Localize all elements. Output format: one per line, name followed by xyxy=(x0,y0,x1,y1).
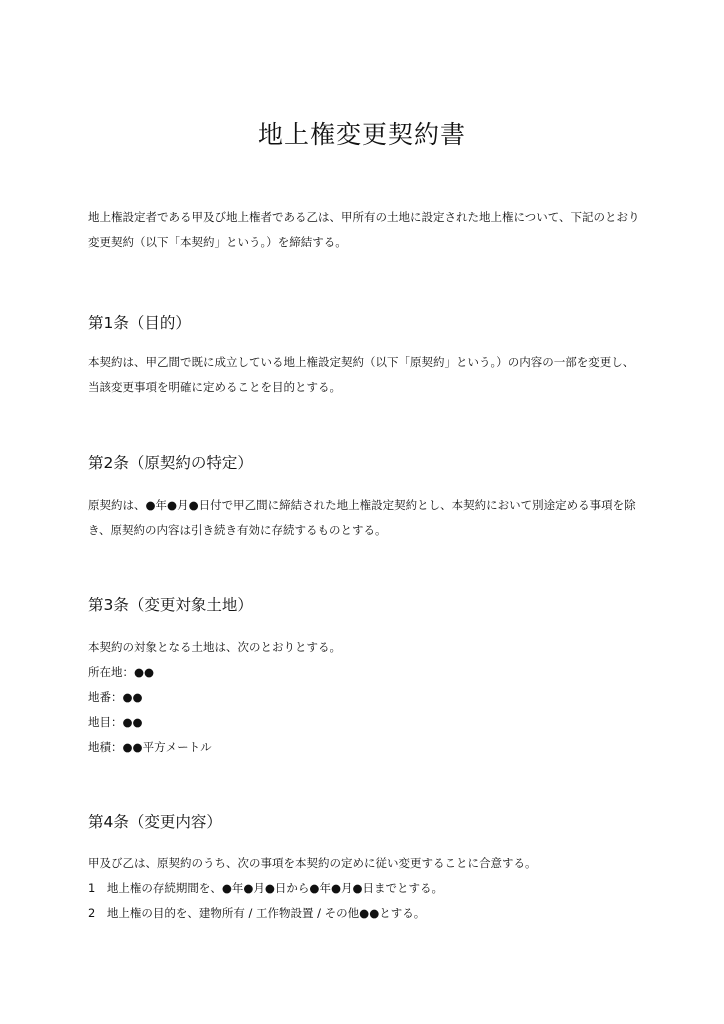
article-4-paragraph: 甲及び乙は、原契約のうち、次の事項を本契約の定めに従い変更することに合意する。 xyxy=(88,856,537,870)
article-1-paragraph: 本契約は、甲乙間で既に成立している地上権設定契約（以下「原契約」という。）の内容の一部を変更し、当該変更事項を明確に定めることを目的とする。 xyxy=(88,355,635,394)
document-title: 地上権変更契約書 xyxy=(257,120,466,149)
change-item-2: 2 地上権の目的を、建物所有 / 工作物設置 / その他●●とする。 xyxy=(88,906,426,920)
article-2-heading: 第2条（原契約の特定） xyxy=(88,454,253,472)
article-4-body xyxy=(88,851,640,926)
change-item-1: 1 地上権の存続期間を、●年●月●日から●年●月●日までとする。 xyxy=(88,881,444,895)
article-2-paragraph: 原契約は、●年●月●日付で甲乙間に締結された地上権設定契約とし、本契約において別途定める事項を除き、原契約の内容は引き続き有効に存続するものとする。 xyxy=(88,498,636,537)
land-category: 地目：●● xyxy=(88,715,143,729)
article-4-heading: 第4条（変更内容） xyxy=(88,813,222,831)
article-2-body xyxy=(88,493,640,543)
article-1-heading: 第1条（目的） xyxy=(88,314,191,332)
intro-paragraph xyxy=(88,205,640,255)
land-location: 所在地：●● xyxy=(88,665,155,679)
article-3-heading: 第3条（変更対象土地） xyxy=(88,596,253,614)
land-area: 地積：●●平方メートル xyxy=(88,740,212,754)
article-1-body xyxy=(88,350,640,400)
land-lot-number: 地番：●● xyxy=(88,690,143,704)
intro-text: 地上権設定者である甲及び地上権者である乙は、甲所有の土地に設定された地上権について、下記のとおり変更契約（以下「本契約」という。）を締結する。 xyxy=(88,210,640,249)
article-3-body xyxy=(88,635,640,760)
article-3-paragraph: 本契約の対象となる土地は、次のとおりとする。 xyxy=(88,640,341,654)
